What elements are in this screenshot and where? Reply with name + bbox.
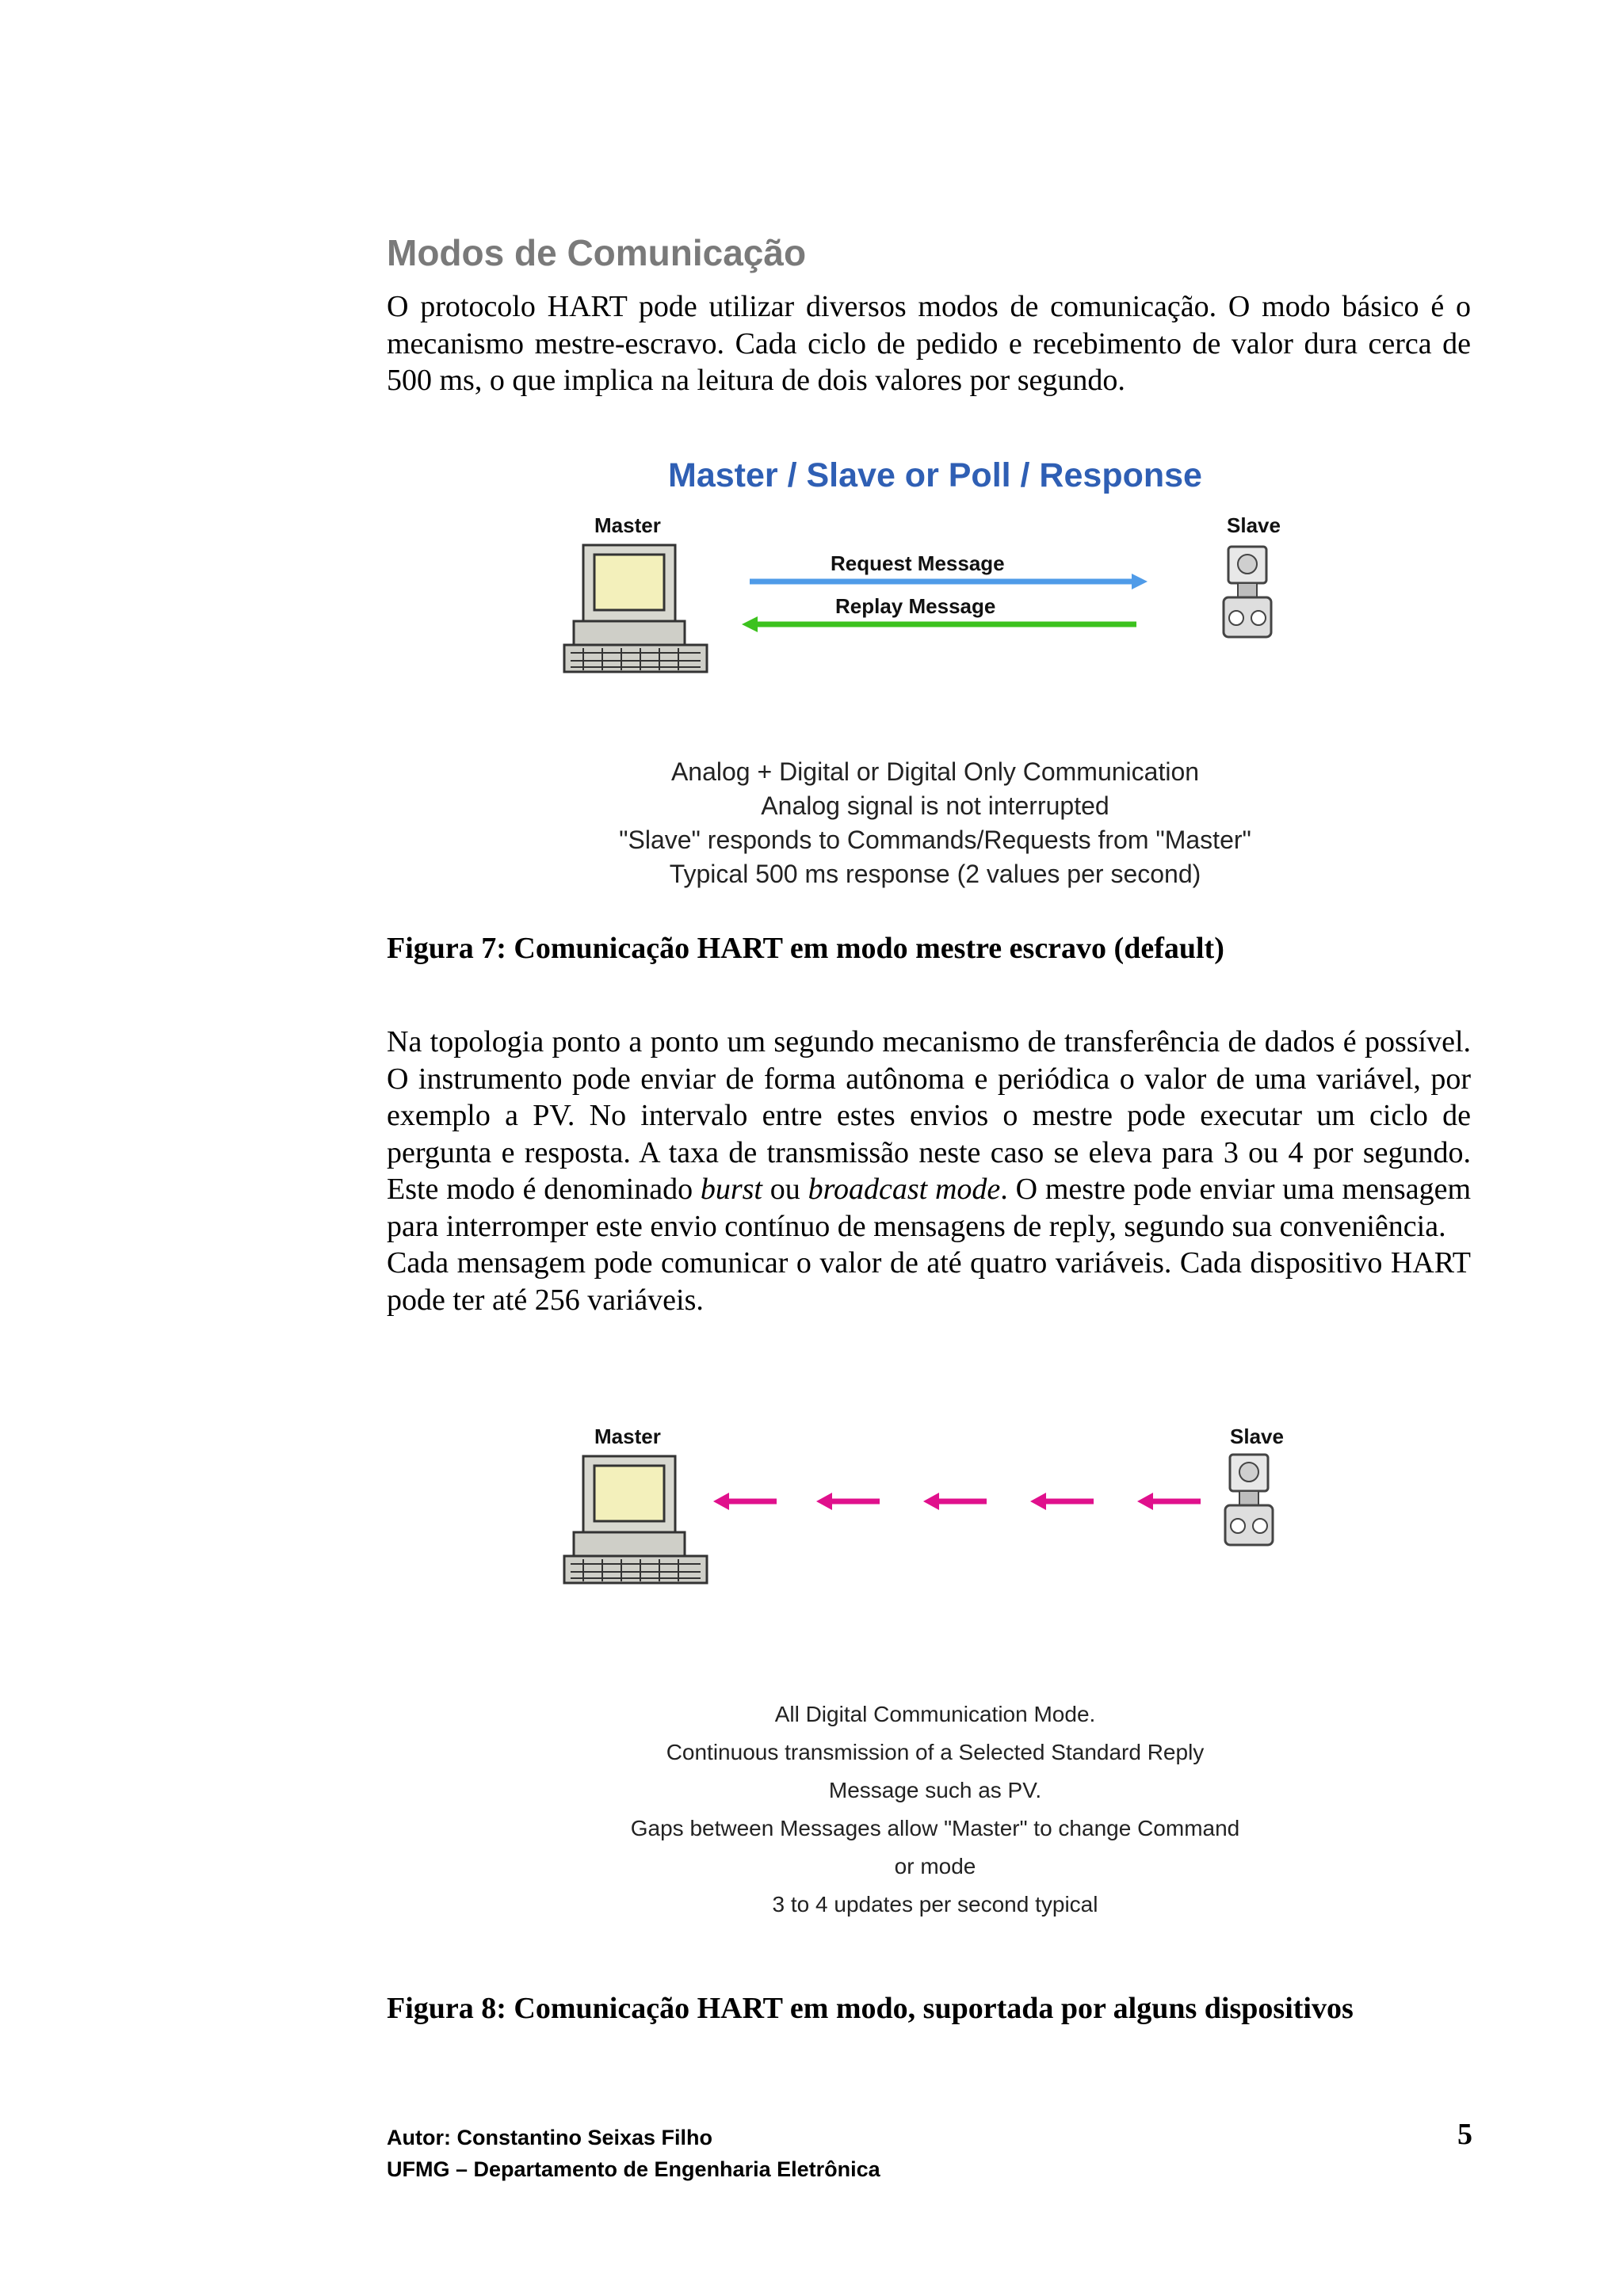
figure-8-drawing — [547, 1410, 1323, 1616]
field-transmitter-icon — [1225, 1455, 1273, 1545]
figure-7-caption: Figura 7: Comunicação HART em modo mestre escravo (default) — [387, 932, 1224, 965]
figure-8-note: All Digital Communication Mode. — [774, 1702, 1096, 1726]
body-paragraphs — [387, 1024, 1471, 1318]
broadcast-term: broadcast mode — [808, 1173, 1001, 1206]
burst-text-b: . O mestre pode enviar uma mensagem para interromper este envio contínuo de mensagens de reply, segundo sua conveniência. — [387, 1173, 1472, 1243]
footer-author-block — [387, 2122, 880, 2185]
figure-8-slave-label: Slave — [1230, 1425, 1284, 1448]
figure-8-note: 3 to 4 updates per second typical — [772, 1892, 1098, 1917]
burst-text-a: Na topologia ponto a ponto um segundo mecanismo de transferência de dados é possível. O instrumento pode enviar de forma autônoma e periódica o valor de uma variável, por exemplo a PV. No intervalo entre estes envios o mestre pode executar um ciclo de pergunta e resposta. A taxa de transmissão neste caso se eleva para 3 ou 4 por segundo. Este modo é denominado — [387, 1025, 1471, 1206]
figure-8-caption: Figura 8: Comunicação HART em modo, suportada por alguns dispositivos — [387, 1992, 1354, 2025]
burst-or: ou — [762, 1173, 808, 1206]
figure-8-master-label: Master — [594, 1425, 661, 1448]
request-arrowhead — [1132, 574, 1148, 589]
burst-arrowhead — [1137, 1493, 1153, 1510]
intro-text: O protocolo HART pode utilizar diversos modos de comunicação. O modo básico é o mecanismo mestre-escravo. Cada ciclo de pedido e recebimento de valor dura cerca de 500 ms, o que implica na leitura de dois valores por segundo. — [387, 290, 1471, 397]
computer-terminal-icon — [564, 1456, 707, 1583]
figure-7-notes — [547, 755, 1323, 891]
field-transmitter-icon — [1224, 547, 1271, 637]
figure-7-master-label: Master — [594, 513, 661, 537]
intro-paragraph — [387, 288, 1471, 399]
request-message-label: Request Message — [831, 551, 1005, 575]
variables-paragraph: Cada mensagem pode comunicar o valor de até quatro variáveis. Cada dispositivo HART pode ter até 256 variáveis. — [387, 1246, 1471, 1317]
footer-author: Autor: Constantino Seixas Filho — [387, 2126, 713, 2149]
figure-7-note: Analog + Digital or Digital Only Communication — [670, 757, 1200, 786]
figure-8-note: or mode — [894, 1854, 976, 1878]
figure-7-slave-label: Slave — [1227, 513, 1281, 537]
figure-8-note: Continuous transmission of a Selected Standard Reply — [666, 1740, 1205, 1764]
figure-8-burst-mode — [547, 1410, 1323, 1933]
figure-7-drawing — [547, 444, 1323, 697]
burst-arrowhead — [923, 1493, 939, 1510]
figure-8-note: Gaps between Messages allow "Master" to change Command — [630, 1816, 1240, 1840]
figure-7-title: Master / Slave or Poll / Response — [668, 456, 1202, 494]
section-heading: Modos de Comunicação — [387, 232, 807, 273]
figure-7-master-slave — [547, 444, 1323, 903]
burst-term: burst — [700, 1173, 762, 1206]
figure-8-notes — [547, 1695, 1323, 1924]
figure-7-note: "Slave" responds to Commands/Requests from "Master" — [619, 826, 1251, 854]
burst-mode-paragraph — [387, 1024, 1471, 1245]
footer-institution: UFMG – Departamento de Engenharia Eletrônica — [387, 2157, 880, 2181]
figure-7-note: Typical 500 ms response (2 values per second) — [669, 860, 1201, 888]
reply-message-label: Replay Message — [835, 594, 996, 618]
burst-arrowhead — [713, 1493, 729, 1510]
burst-arrowhead — [1030, 1493, 1046, 1510]
figure-8-note: Message such as PV. — [828, 1778, 1042, 1802]
burst-arrowhead — [816, 1493, 832, 1510]
computer-terminal-icon — [564, 545, 707, 672]
page-number: 5 — [1457, 2118, 1472, 2151]
reply-arrowhead — [742, 616, 758, 632]
figure-7-note: Analog signal is not interrupted — [761, 791, 1109, 820]
